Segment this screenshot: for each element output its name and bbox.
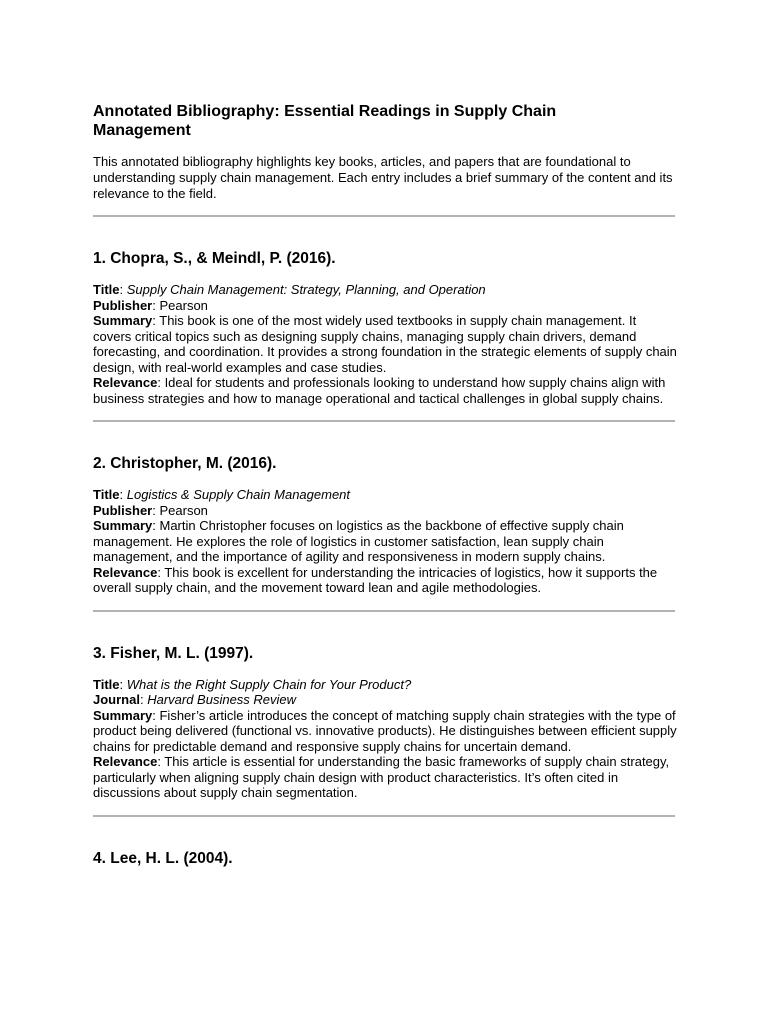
- title-label: Title: [93, 487, 120, 502]
- entry-journal-line: [93, 692, 678, 708]
- title-label: Title: [93, 282, 120, 297]
- entry-relevance-line: [93, 375, 678, 406]
- entry-journal: Harvard Business Review: [147, 692, 297, 707]
- label-separator: :: [152, 518, 160, 533]
- summary-label: Summary: [93, 518, 153, 533]
- label-separator: :: [152, 707, 160, 723]
- entry-publisher-line: [93, 503, 678, 519]
- entry-heading: 1. Chopra, S., & Meindl, P. (2016).: [93, 250, 336, 267]
- entry-summary: Martin Christopher focuses on logistics as the backbone of effective supply chain management. He explores the role of logistics in customer satisfaction, lean supply chain management, and the importance of agility and responsiveness in modern supply chains.: [93, 518, 624, 564]
- entry-relevance: This book is excellent for understanding the intricacies of logistics, how it supports the overall supply chain, and the movement toward lean and agile methodologies.: [93, 564, 658, 595]
- section-divider: [93, 215, 675, 217]
- publisher-label: Publisher: [93, 297, 153, 313]
- title-label: Title: [93, 676, 120, 692]
- entry-summary-line: [93, 313, 678, 375]
- label-separator: :: [152, 297, 160, 313]
- entry-relevance: Ideal for students and professionals looking to understand how supply chains align with business strategies and how to manage operational and tactical challenges in global supply chains.: [93, 375, 666, 406]
- section-divider: [93, 420, 675, 422]
- summary-label: Summary: [93, 313, 153, 328]
- label-separator: :: [119, 487, 127, 502]
- entry-title-line: [93, 677, 678, 693]
- bibliography-entry-4: [93, 850, 675, 868]
- entry-publisher: Pearson: [159, 297, 208, 313]
- bibliography-entry-3: [93, 645, 675, 817]
- label-separator: :: [157, 564, 165, 580]
- section-divider: [93, 610, 675, 612]
- entry-publisher: Pearson: [159, 502, 208, 518]
- label-separator: :: [152, 502, 160, 518]
- entry-summary: Fisher’s article introduces the concept of matching supply chain strategies with the type of product being delivered (functional vs. innovative products). He distinguishes between efficient supply chains for predictable demand and responsive supply chains for uncertain demand.: [93, 707, 677, 754]
- entry-heading: 2. Christopher, M. (2016).: [93, 455, 277, 472]
- label-separator: :: [119, 676, 127, 692]
- publisher-label: Publisher: [93, 502, 153, 518]
- entry-publisher-line: [93, 298, 678, 314]
- entry-title-line: [93, 282, 678, 298]
- label-separator: :: [119, 282, 127, 297]
- document-title: Annotated Bibliography: Essential Readings in Supply Chain Management: [93, 103, 557, 139]
- label-separator: :: [139, 692, 148, 707]
- relevance-label: Relevance: [93, 564, 158, 580]
- entry-title-line: [93, 487, 678, 503]
- entry-summary-line: [93, 518, 678, 565]
- journal-label: Journal: [93, 692, 140, 707]
- entry-body: [93, 282, 678, 406]
- entry-title: Logistics & Supply Chain Management: [126, 487, 351, 502]
- bibliography-entry-1: [93, 250, 675, 422]
- entry-relevance: This article is essential for understanding the basic frameworks of supply chain strategy, particularly when aligning supply chain design with product characteristics. It’s often cited in discussions about supply chain segmentation.: [93, 754, 670, 800]
- entry-title: Supply Chain Management: Strategy, Planning, and Operation: [126, 282, 486, 297]
- entry-title: What is the Right Supply Chain for Your Product?: [126, 676, 412, 692]
- entry-body: [93, 487, 678, 596]
- entry-body: [93, 677, 678, 801]
- label-separator: :: [157, 754, 165, 769]
- section-divider: [93, 815, 675, 817]
- entry-summary: This book is one of the most widely used textbooks in supply chain management. It covers critical topics such as designing supply chains, managing supply chain drivers, demand forecasting, and coordination. It provides a strong foundation in the strategic elements of supply chain design, with real-world examples and case studies.: [93, 313, 677, 375]
- document-intro: This annotated bibliography highlights key books, articles, and papers that are foundational to understanding supply chain management. Each entry includes a brief summary of the content and its relevance to the field.: [93, 154, 673, 201]
- relevance-label: Relevance: [93, 754, 158, 769]
- entry-heading: 4. Lee, H. L. (2004).: [93, 849, 233, 867]
- entry-relevance-line: [93, 754, 678, 801]
- entry-heading: 3. Fisher, M. L. (1997).: [93, 644, 254, 662]
- label-separator: :: [157, 375, 165, 390]
- entry-summary-line: [93, 708, 678, 755]
- label-separator: :: [152, 313, 160, 328]
- entry-relevance-line: [93, 565, 678, 596]
- summary-label: Summary: [93, 707, 153, 723]
- bibliography-entry-2: [93, 455, 675, 612]
- relevance-label: Relevance: [93, 375, 158, 390]
